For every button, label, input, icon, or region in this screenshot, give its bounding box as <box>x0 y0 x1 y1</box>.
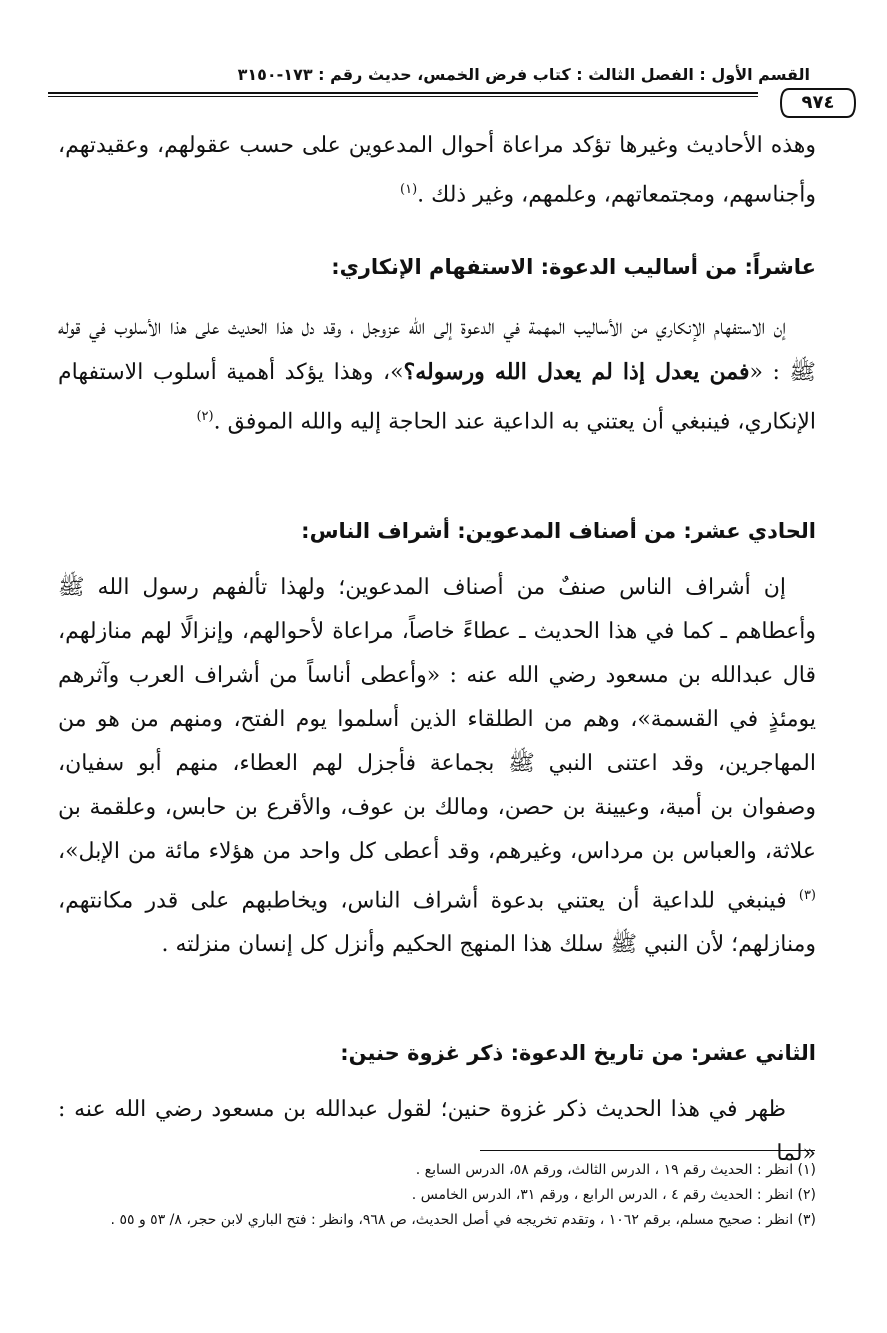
header-rule-thick <box>48 92 758 94</box>
section-heading-twelfth: الثاني عشر: من تاريخ الدعوة: ذكر غزوة حنين: <box>340 1041 816 1065</box>
footnote-separator <box>480 1150 815 1151</box>
tenth-paragraph <box>58 306 816 444</box>
footnote-ref-3: (٣) <box>798 888 816 903</box>
header-rule-thin <box>48 96 758 97</box>
tenth-bold-quote: فمن يعدل إذا لم يعدل الله ورسوله؟ <box>403 359 750 385</box>
eleventh-paragraph <box>58 566 816 967</box>
twelfth-text: ظهر في هذا الحديث ذكر غزوة حنين؛ لقول عبدالله بن مسعود رضي الله عنه : «لما <box>58 1097 816 1166</box>
footnote-3: (٣) انظر : صحيح مسلم، برقم ١٠٦٢ ، وتقدم تخريجه في أصل الحديث، ص ٩٦٨، وانظر : فتح الباري لابن حجر، ٨/ ٥٣ و ٥٥ . <box>110 1212 816 1228</box>
page-number-badge <box>779 86 857 120</box>
section-heading-eleventh: الحادي عشر: من أصناف المدعوين: أشراف الناس: <box>301 519 816 543</box>
footnote-ref-2: (٢) <box>196 409 214 424</box>
page-number: ٩٧٤ <box>801 92 835 113</box>
eleventh-text-1: إن أشراف الناس صنفٌ من أصناف المدعوين؛ ولهذا تألفهم رسول الله ﷺ وأعطاهم ـ كما في هذا الحديث ـ عطاءً خاصاً، مراعاة لأحوالهم، وإنزالًا لهم منازلهم، قال عبدالله بن مسعود رضي الله عنه : «وأعطى أناساً من أشراف العرب وآثرهم يومئذٍ في القسمة»، وهم من الطلقاء الذين أسلموا يوم الفتح، ومنهم من هو من المهاجرين، وقد اعتنى النبي ﷺ بجماعة فأجزل لهم العطاء، منهم أبو سفيان، وصفوان بن أمية، وعيينة بن حصن، ومالك بن عوف، والأقرع بن حابس، وعلقمة بن علاثة، والعباس بن مرداس، وغيرهم، وقد أعطى كل واحد من هؤلاء مائة من الإبل»، <box>58 575 816 864</box>
footnotes <box>58 1158 816 1233</box>
tenth-text-2: »، وهذا يؤكد أهمية أسلوب الاستفهام الإنكاري، فينبغي أن يعتني به الداعية عند الحاجة إليه والله الموفق . <box>58 360 816 435</box>
intro-paragraph <box>58 124 816 217</box>
footnote-ref-1: (١) <box>400 182 418 197</box>
footnote-1: (١) انظر : الحديث رقم ١٩ ، الدرس الثالث، ورقم ٥٨، الدرس السابع . <box>415 1162 816 1178</box>
footnote-2: (٢) انظر : الحديث رقم ٤ ، الدرس الرابع ، ورقم ٣١، الدرس الخامس . <box>411 1187 816 1203</box>
running-header: القسم الأول : الفصل الثالث : كتاب فرض الخمس، حديث رقم : ١٧٣-٣١٥٠ <box>237 65 810 84</box>
intro-text: وهذه الأحاديث وغيرها تؤكد مراعاة أحوال المدعوين على حسب عقولهم، وعقيدتهم، وأجناسهم، ومجتمعاتهم، وعلمهم، وغير ذلك . <box>58 133 816 208</box>
tenth-text-1: إن الاستفهام الإنكاري من الأساليب المهمة في الدعوة إلى الله عزوجل ، وقد دل هذا الحديث على هذا الأسلوب في قوله ﷺ : « <box>58 315 816 385</box>
section-heading-tenth: عاشراً: من أساليب الدعوة: الاستفهام الإنكاري: <box>331 255 816 279</box>
eleventh-text-2: فينبغي للداعية أن يعتني بدعوة أشراف الناس، ويخاطبهم على قدر مكانتهم، ومنازلهم؛ لأن النبي ﷺ سلك هذا المنهج الحكيم وأنزل كل إنسان منزلته . <box>58 888 816 958</box>
